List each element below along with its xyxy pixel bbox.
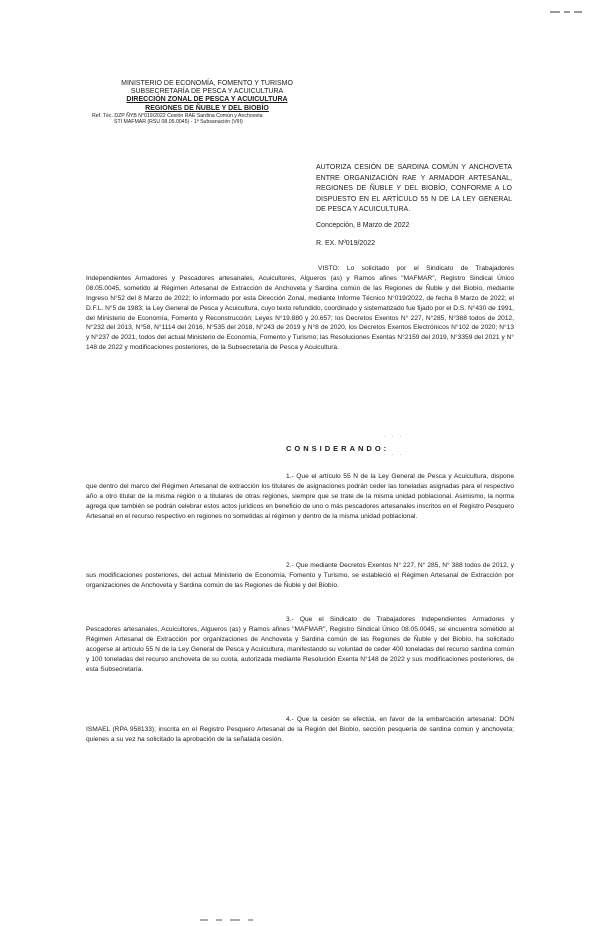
scan-mark	[200, 908, 300, 911]
organization-reference: STI MAFMAR (RSU 08.05.0045) - 1ª Subsanación (VIII)	[114, 119, 243, 126]
place-date: Concepción, 8 Marzo de 2022	[316, 222, 410, 229]
undersecretariat-name: SUBSECRETARÍA DE PESCA Y ACUICULTURA	[130, 88, 284, 96]
zonal-directorate-name: DIRECCIÓN ZONAL DE PESCA Y ACUICULTURA	[126, 96, 288, 104]
separator-dots: · · ·	[384, 452, 404, 458]
technical-reference: Ref. Téc. DZP ÑYB N°019/2022 Cesión RAE Sardina Común y Anchoveta	[92, 112, 263, 119]
visto-paragraph: VISTO: Lo solicitado por el Sindicato de Trabajadores Independientes Armadores y Pescadores artesanales, Acuicultores, Algueros (as) y Ramos afines "MAFMAR", Registro Sindical Único 08.05.0045, sometido al Régimen Artesanal de Extracción de Anchoveta y Sardina común de las Regiones de Ñuble y del Biobío, mediante Ingreso N°52 del 8 Marzo de 2022; lo informado por esta Dirección Zonal, mediante Informe Técnico N°019/2022, de fecha 8 Marzo de 2022; el D.F.L. N°5 de 1983; la Ley General de Pesca y Acuicultura, cuyo texto refundido, coordinado y sistematizado fue fijado por el D.S. N°430 de 1991, del Ministerio de Economía, Fomento y Reconstrucción; Leyes N°19.880 y 20.657; los Decretos Exentos N° 227, N°285, N°388 todos de 2012, N°232 del 2013, N°58, N°1114 del 2016, N°535 del 2018, N°243 de 2019 y N°8 de 2020, los Decretos Exentos Electrónicos N°102 de 2020; N°13 y N°237 de 2021, todos del actual Ministerio de Economía, Fomento y Turismo; las Resoluciones Exentas N°2159 del 2019, N°3359 del 2021 y N° 148 de 2022 y modificaciones posteriores, de la Subsecretaría de Pesca y Acuicultura.	[86, 265, 514, 352]
resolution-number: R. EX. Nº019/2022	[316, 240, 375, 247]
separator-dots: · · ·	[384, 434, 404, 440]
considerando-3: 3.- Que el Sindicato de Trabajadores Independientes Armadores y Pescadores artesanales, Acuicultores, Algueros (as) y Ramos afines "MAFMAR", Registro Sindical Único 08.05.0045, se encuentra sometido al Régimen Artesanal de Extracción por organizaciones de Anchoveta y Sardina común de las Regiones de Ñuble y del Biobío, ha solicitado acogerse al artículo 55 N de la Ley General de Pesca y Acuicultura, manifestando su voluntad de ceder 400 toneladas del recurso sardina común y 100 toneladas del recurso anchoveta de su cuota, autorizada mediante Resolución Exenta N°148 de 2022 y sus modificaciones posteriores, de esta Subsecretaría.	[86, 616, 514, 673]
ministry-name: MINISTERIO DE ECONOMÍA, FOMENTO Y TURISMO	[121, 80, 293, 87]
considerando-heading: CONSIDERANDO:	[286, 444, 390, 453]
considerando-1: 1.- Que el artículo 55 N de la Ley General de Pesca y Acuicultura, dispone que dentro del marco del Régimen Artesanal de extracción los titulares de asignaciones podrán ceder las toneladas asignadas para el respectivo año a otro titular de la misma región o a titulares de otras regiones, siempre que se trate de la misma unidad poblacional. Asimismo, la norma agrega que también se podrán celebrar estos actos jurídicos en beneficio de uno o más pescadores artesanales inscritos en el Registro Pesquero Artesanal en el recurso respectivo en regiones no sometidas al régimen y dentro de la misma unidad poblacional.	[86, 473, 514, 520]
regions-name: REGIONES DE ÑUBLE Y DEL BIOBÍO	[145, 104, 269, 112]
considerando-4: 4.- Que la cesión se efectúa, en favor de la embarcación artesanal: DON ISMAEL (RPA 958133); inscrita en el Registro Pesquero Artesanal de la Región del Biobío, sección pesquería de sardina común y anchoveta; quienes a su vez ha solicitado la aprobación de la señalada cesión.	[86, 716, 514, 743]
resolution-title: AUTORIZA CESIÓN DE SARDINA COMÚN Y ANCHOVETA ENTRE ORGANIZACIÓN RAE Y ARMADOR ARTESANAL, REGIONES DE ÑUBLE Y DEL BIOBÍO, CONFORME A LO DISPUESTO EN EL ARTÍCULO 55 N DE LA LEY GENERAL DE PESCA Y ACUICULTURA.	[316, 164, 512, 214]
considerando-2: 2.- Que mediante Decretos Exentos N° 227, N° 285, N° 388 todos de 2012, y sus modificaciones posteriores, del actual Ministerio de Economía, Fomento y Turismo, se estableció el Régimen Artesanal de Extracción por organizaciones de Anchoveta y Sardina común de las Regiones de Ñuble y del Biobío.	[86, 562, 514, 589]
scan-mark	[546, 0, 594, 3]
letterhead	[92, 80, 322, 126]
